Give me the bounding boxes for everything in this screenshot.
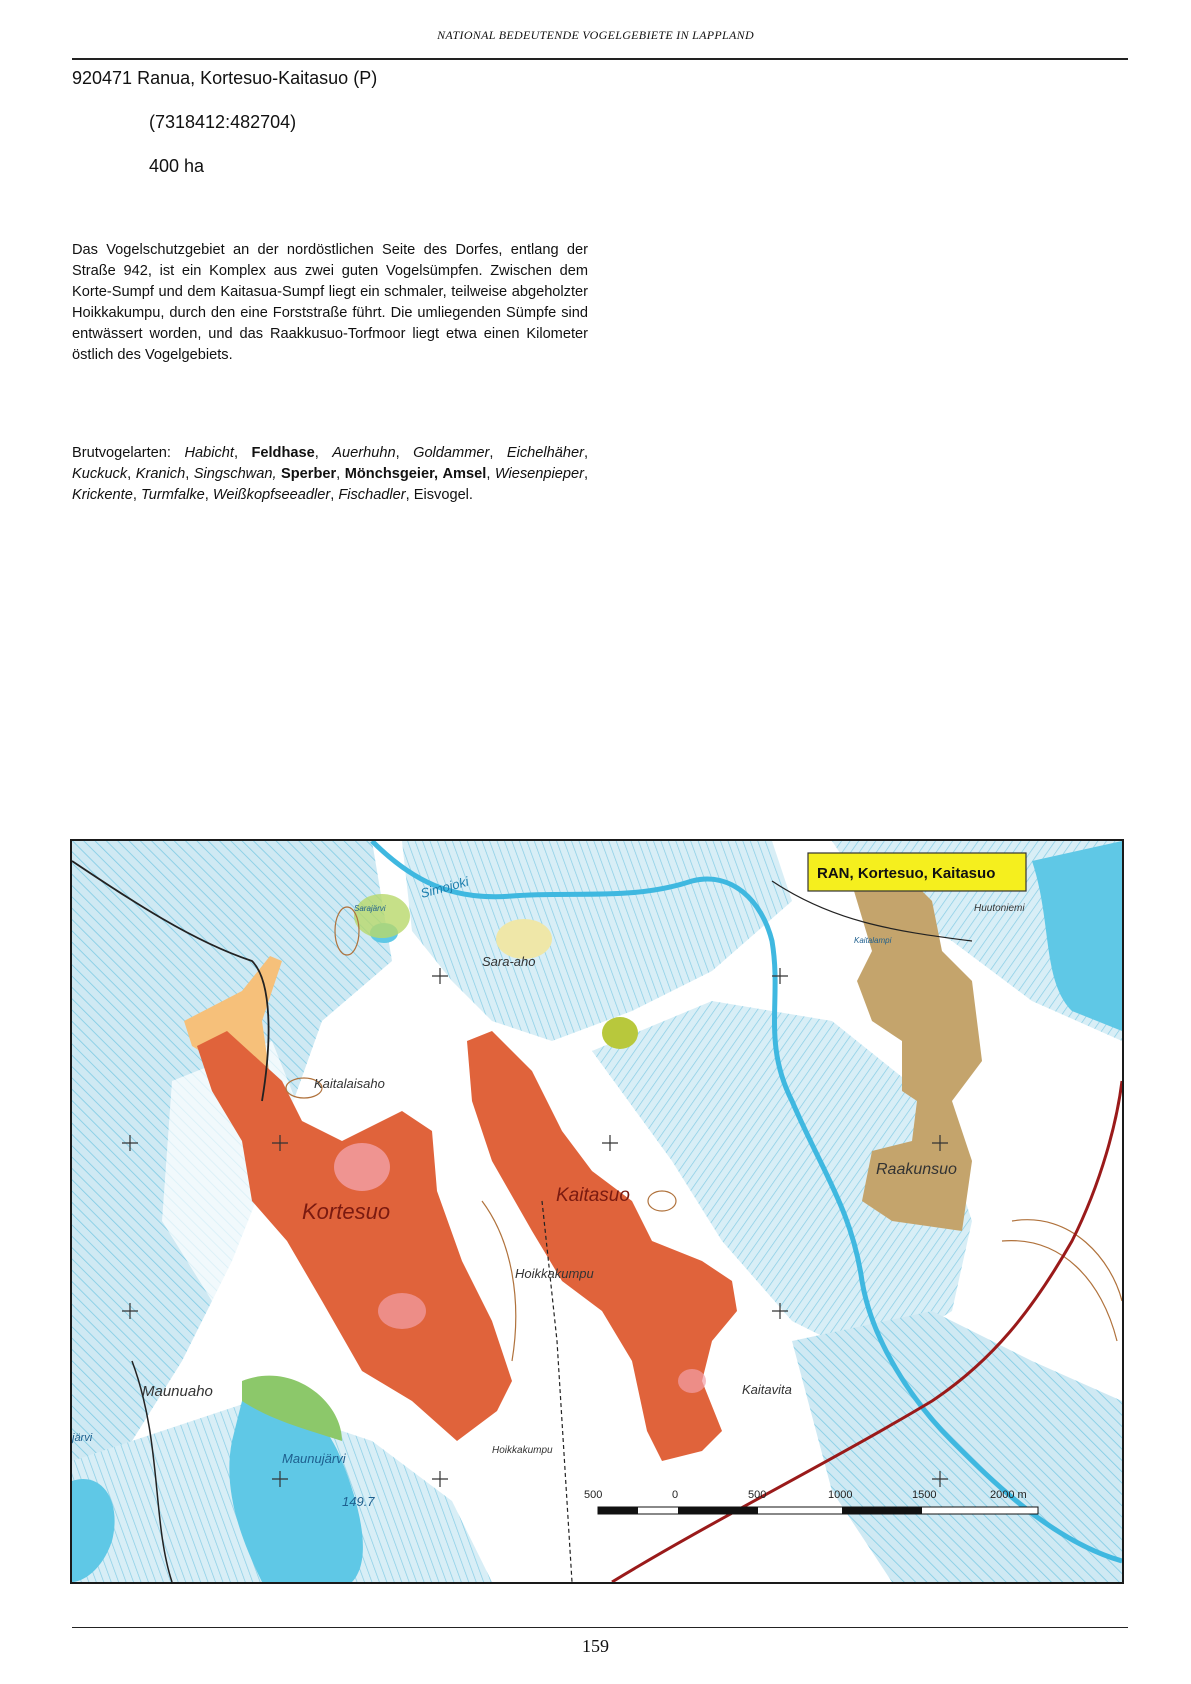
- wetland-patch: [354, 894, 410, 938]
- species-item: Wiesenpieper: [494, 466, 584, 482]
- species-item: Mönchsgeier,: [344, 466, 438, 482]
- kortesuo-highlight: [378, 1293, 426, 1329]
- label-simojoki: Simojoki: [418, 873, 471, 901]
- species-item: Weißkopfseeadler: [212, 487, 331, 503]
- label-kaitavita: Kaitavita: [742, 1382, 792, 1397]
- map-legend-title: RAN, Kortesuo, Kaitasuo: [817, 865, 996, 882]
- wetland-patch: [602, 1017, 638, 1049]
- species-item: Sperber: [281, 466, 337, 482]
- species-item: Krickente: [72, 487, 133, 503]
- label-sarajarvi: Sarajärvi: [354, 904, 386, 913]
- species-item: Amsel: [442, 466, 487, 482]
- scale-tick: 500: [584, 1489, 603, 1501]
- label-sara-aho: Sara-aho: [482, 954, 536, 969]
- scale-tick: 0: [672, 1489, 679, 1501]
- site-coordinates: (7318412:482704): [149, 112, 297, 132]
- kaitasuo-highlight: [678, 1369, 706, 1393]
- label-jarvi-left: järvi: [72, 1432, 93, 1444]
- label-maunujarvi: Maunujärvi: [282, 1451, 346, 1466]
- scale-tick: 2000 m: [990, 1489, 1027, 1501]
- sand-patch: [496, 919, 552, 959]
- kortesuo-highlight: [334, 1143, 390, 1191]
- site-area: 400 ha: [149, 156, 205, 176]
- breeding-species: [72, 443, 588, 506]
- footer-rule: [72, 1627, 1128, 1628]
- label-elevation: 149.7: [342, 1494, 375, 1509]
- scale-bar: [598, 1507, 1038, 1514]
- label-kaitasuo: Kaitasuo: [556, 1185, 630, 1206]
- site-map: [70, 839, 1124, 1584]
- species-list: Habicht, Feldhase, Auerhuhn, Goldammer, Eichelhäher, Kuckuck, Kranich, Singschwan, Sperber, Mönchsgeier, Amsel, Wiesenpieper, Krickente, Turmfalke, Weißkopfseeadler, Fischadler, Eisvogel.: [72, 445, 589, 503]
- running-header: NATIONAL BEDEUTENDE VOGELGEBIETE IN LAPPLAND: [437, 28, 754, 42]
- site-title: 920471 Ranua, Kortesuo-Kaitasuo (P): [72, 68, 378, 88]
- scale-tick: 1500: [912, 1489, 937, 1501]
- species-item: Habicht: [184, 445, 234, 461]
- species-item: Auerhuhn: [332, 445, 396, 461]
- label-maunuaho: Maunuaho: [142, 1383, 213, 1400]
- header-rule: [72, 58, 1128, 60]
- species-item: Eisvogel.: [413, 487, 473, 503]
- scale-tick: 1000: [828, 1489, 853, 1501]
- species-item: Kuckuck: [72, 466, 128, 482]
- species-item: Singschwan,: [193, 466, 277, 482]
- label-kaitalampi: Kaitalampi: [854, 936, 892, 945]
- species-item: Kranich: [135, 466, 186, 482]
- label-raakunsuo: Raakunsuo: [876, 1161, 957, 1178]
- species-item: Fischadler: [338, 487, 406, 503]
- label-kortesuo: Kortesuo: [302, 1199, 391, 1224]
- species-item: Goldammer: [413, 445, 490, 461]
- label-huutoniemi: Huutoniemi: [974, 903, 1025, 914]
- species-intro: Brutvogelarten:: [72, 445, 185, 461]
- site-description: Das Vogelschutzgebiet an der nordöstlichen Seite des Dorfes, entlang der Straße 942, ist ein Komplex aus zwei guten Vogelsümpfen. Zwischen dem Korte-Sumpf und dem Kaitasua-Sumpf liegt ein schmaler, teilweise abgeholzter Hoikkakumpu, durch den eine Forststraße führt. Die umliegenden Sümpfe sind entwässert worden, und das Raakkusuo-Torfmoor liegt etwa einen Kilometer östlich des Vogelgebiets.: [72, 242, 588, 363]
- page-number: 159: [582, 1636, 609, 1656]
- species-item: Feldhase: [251, 445, 315, 461]
- label-hoikkakumpu-small: Hoikkakumpu: [492, 1445, 553, 1456]
- label-hoikkakumpu: Hoikkakumpu: [515, 1266, 594, 1281]
- species-item: Eichelhäher: [506, 445, 584, 461]
- label-kaitalaisaho: Kaitalaisaho: [314, 1076, 385, 1091]
- scale-tick: 500: [748, 1489, 767, 1501]
- species-item: Turmfalke: [140, 487, 205, 503]
